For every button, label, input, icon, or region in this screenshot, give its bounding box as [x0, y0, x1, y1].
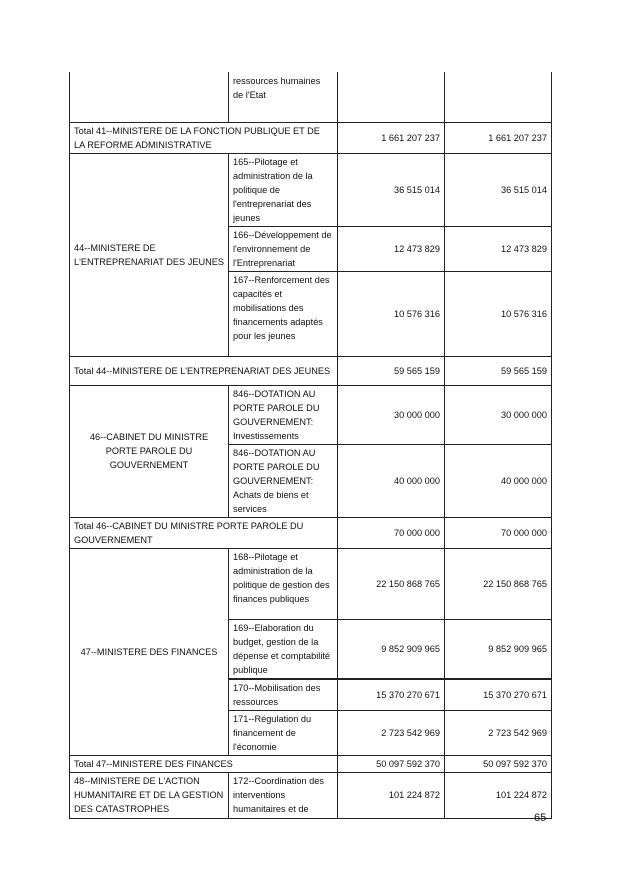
amount-cell: 40 000 000 — [445, 444, 552, 517]
page-number: 65 — [534, 812, 547, 824]
table-row — [70, 548, 552, 619]
amount-cell: 50 097 592 370 — [445, 755, 552, 772]
program-cell: 166--Développement de l'environnement de l'Entreprenariat — [229, 226, 338, 271]
amount-cell: 70 000 000 — [445, 517, 552, 548]
amount-cell: 30 000 000 — [445, 385, 552, 444]
amount-cell: 15 370 270 671 — [338, 679, 445, 711]
table-row — [70, 72, 552, 122]
ministry-cell: 46--CABINET DU MINISTRE PORTE PAROLE DU GOUVERNEMENT — [70, 385, 229, 517]
program-cell: 171--Régulation du financement de l'économie — [229, 710, 338, 755]
amount-cell: 36 515 014 — [338, 153, 445, 226]
total-label: Total 47--MINISTERE DES FINANCES — [70, 755, 338, 772]
amount-cell: 22 150 868 765 — [338, 548, 445, 619]
program-cell: 168--Pilotage et administration de la politique de gestion des finances publiques — [229, 548, 338, 619]
amount-cell: 40 000 000 — [338, 444, 445, 517]
ministry-cell: 44--MINISTERE DE L'ENTREPRENARIAT DES JEUNES — [70, 153, 229, 356]
program-cell: 165--Pilotage et administration de la politique de l'entreprenariat des jeunes — [229, 153, 338, 226]
amount-cell — [338, 72, 445, 122]
total-label: Total 41--MINISTERE DE LA FONCTION PUBLIQUE ET DE LA REFORME ADMINISTRATIVE — [70, 122, 338, 153]
amount-cell: 70 000 000 — [338, 517, 445, 548]
table-row — [70, 772, 552, 818]
total-row — [70, 356, 552, 385]
amount-cell: 59 565 159 — [445, 356, 552, 385]
total-row — [70, 122, 552, 153]
program-cell: 169--Elaboration du budget, gestion de la dépense et comptabilité publique — [229, 619, 338, 679]
amount-cell: 15 370 270 671 — [445, 679, 552, 711]
amount-cell: 36 515 014 — [445, 153, 552, 226]
amount-cell: 59 565 159 — [338, 356, 445, 385]
amount-cell: 2 723 542 969 — [338, 710, 445, 755]
budget-table — [69, 72, 552, 819]
amount-cell: 2 723 542 969 — [445, 710, 552, 755]
program-cell: 167--Renforcement des capacités et mobilisations des financements adaptés pour les jeunes — [229, 271, 338, 356]
amount-cell: 9 852 909 965 — [338, 619, 445, 679]
amount-cell: 1 661 207 237 — [445, 122, 552, 153]
ministry-cell: 48--MINISTERE DE L'ACTION HUMANITAIRE ET DE LA GESTION DES CATASTROPHES — [70, 772, 229, 818]
total-label: Total 46--CABINET DU MINISTRE PORTE PAROLE DU GOUVERNEMENT — [70, 517, 338, 548]
amount-cell: 101 224 872 — [445, 772, 552, 818]
total-row — [70, 517, 552, 548]
amount-cell: 1 661 207 237 — [338, 122, 445, 153]
amount-cell: 101 224 872 — [338, 772, 445, 818]
amount-cell: 12 473 829 — [445, 226, 552, 271]
amount-cell: 22 150 868 765 — [445, 548, 552, 619]
program-cell: 846--DOTATION AU PORTE PAROLE DU GOUVERNEMENT: Achats de biens et services — [229, 444, 338, 517]
ministry-cell — [70, 72, 229, 122]
amount-cell: 12 473 829 — [338, 226, 445, 271]
amount-cell: 50 097 592 370 — [338, 755, 445, 772]
table-row — [70, 385, 552, 444]
amount-cell: 30 000 000 — [338, 385, 445, 444]
total-label: Total 44--MINISTERE DE L'ENTREPRENARIAT DES JEUNES — [70, 356, 338, 385]
total-row — [70, 755, 552, 772]
program-cell: 170--Mobilisation des ressources — [229, 679, 338, 711]
ministry-cell: 47--MINISTERE DES FINANCES — [70, 548, 229, 755]
amount-cell: 10 576 316 — [445, 271, 552, 356]
program-cell: ressources humaines de l'Etat — [229, 72, 338, 122]
table-row — [70, 153, 552, 226]
amount-cell: 10 576 316 — [338, 271, 445, 356]
amount-cell: 9 852 909 965 — [445, 619, 552, 679]
program-cell: 172--Coordination des interventions humanitaires et de — [229, 772, 338, 818]
program-cell: 846--DOTATION AU PORTE PAROLE DU GOUVERNEMENT: Investissements — [229, 385, 338, 444]
amount-cell — [445, 72, 552, 122]
